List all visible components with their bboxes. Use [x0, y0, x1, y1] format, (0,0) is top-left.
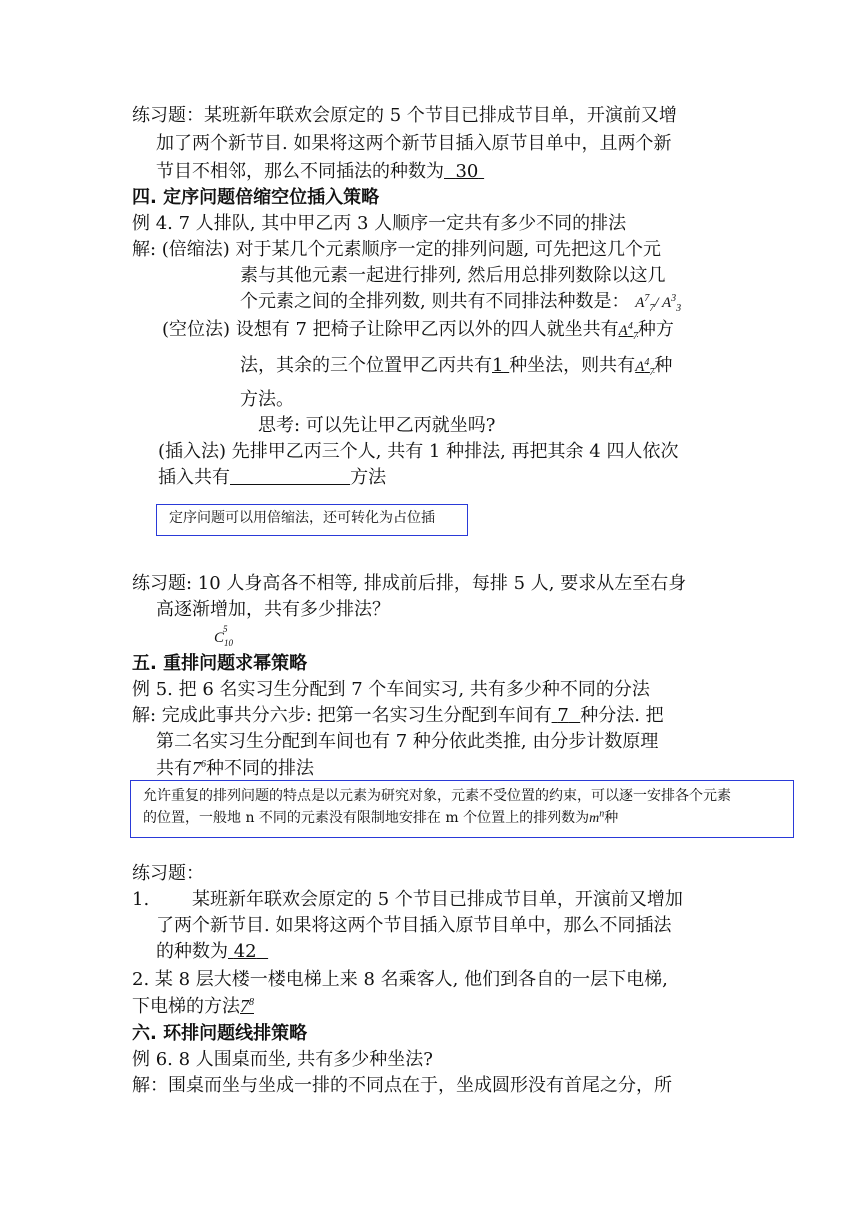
- heading-4: 四. 定序问题倍缩空位插入策略: [132, 187, 380, 208]
- solution-4-line-3: [240, 290, 681, 315]
- solution-5-text: 解: 完成此事共分六步: 把第一名实习生分配到车间有: [132, 705, 552, 726]
- formula-7-pow-8: $7^8$: [240, 996, 254, 1016]
- practice-1-line-3: [156, 160, 484, 184]
- question-1-answer: [228, 941, 268, 962]
- note-box-1-text: 定序问题可以用倍缩法，还可转化为占位插: [169, 510, 435, 526]
- solution-5-answer: [552, 705, 581, 726]
- empty-seat-text-2: 法，其余的三个位置甲乙丙共有: [240, 355, 492, 376]
- heading-6: 六. 环排问题线排策略: [132, 1023, 308, 1044]
- question-2-text: 下电梯的方法: [132, 996, 240, 1017]
- question-2-line-2: [132, 994, 254, 1019]
- note-box-2-line-2-end: 种: [604, 810, 619, 826]
- solution-4-line-1: 解: (倍缩法) 对于某几个元素顺序一定的排列问题, 可先把这几个元: [132, 239, 661, 260]
- practice-1-line-2: 加了两个新节目. 如果将这两个新节目插入原节目单中，且两个新: [156, 133, 672, 154]
- solution-6-line-1: 解：围桌而坐与坐成一排的不同点在于，坐成圆形没有首尾之分，所: [132, 1075, 672, 1096]
- formula-a4-7: $A^4_7$: [618, 321, 638, 342]
- practice-1-answer: [444, 161, 484, 182]
- example-4: 例 4. 7 人排队, 其中甲乙丙 3 人顺序一定共有多少不同的排法: [132, 213, 627, 234]
- note-box-2-line-2: [143, 807, 781, 830]
- question-1-line-1: 某班新年联欢会原定的 5 个节目已排成节目单，开演前又增加: [192, 889, 683, 910]
- formula-c10-5: $C_{10}^5$: [214, 624, 234, 648]
- formula-a7-7-over-a3-3: $A^7_7/$ $A^3_3$: [635, 293, 682, 314]
- insertion-end: 方法: [350, 467, 387, 488]
- question-1-line-3: [156, 940, 268, 964]
- solution-5-line-1: [132, 704, 664, 728]
- practice-1-answer-value: 30: [455, 161, 479, 182]
- solution-5-line-3-end: 种不同的排法: [206, 758, 314, 779]
- solution-4-line-2: 素与其他元素一起进行排列, 然后用总排列数除以这几: [240, 265, 666, 286]
- solution-5-end: 种分法. 把: [580, 705, 664, 726]
- insertion-line-1: (插入法) 先排甲乙丙三个人, 共有 1 种排法, 再把其余 4 四人依次: [158, 441, 679, 462]
- insertion-text: 插入共有: [158, 467, 230, 488]
- solution-5-line-3: [156, 756, 314, 781]
- formula-a4-7-b: $A^4_7$: [635, 357, 655, 378]
- note-box-2: [130, 780, 794, 838]
- empty-seat-end: 种方: [637, 319, 674, 340]
- solution-4-empty-seat-line-1: [162, 318, 674, 343]
- question-1-line-2: 了两个新节目. 如果将这两个节目插入原节目单中，那么不同插法: [156, 915, 672, 936]
- formula-m-pow-n: $m^n$: [589, 808, 605, 826]
- empty-seat-text: (空位法) 设想有 7 把椅子让除甲乙丙以外的四人就坐共有: [162, 319, 619, 340]
- practice-1-line-1: 练习题：某班新年联欢会原定的 5 个节目已排成节目单，开演前又增: [132, 105, 677, 126]
- solution-4-empty-seat-line-2: [240, 354, 672, 379]
- practice-1-text: 节目不相邻，那么不同插法的种数为: [156, 161, 444, 182]
- question-1-number: 1.: [132, 889, 150, 910]
- practice-2-line-1: 练习题: 10 人身高各不相等, 排成前后排，每排 5 人, 要求从左至右身: [132, 573, 687, 594]
- insertion-line-2: [158, 466, 386, 490]
- solution-5-line-2: 第二名实习生分配到车间也有 7 种分依此类推, 由分步计数原理: [156, 731, 659, 752]
- think-question: 思考: 可以先让甲乙丙就坐吗?: [258, 415, 496, 436]
- practice-2-line-2: 高逐渐增加，共有多少排法？: [156, 599, 390, 620]
- empty-seat-mid: 种坐法，则共有: [509, 355, 636, 376]
- example-6: 例 6. 8 人围桌而坐, 共有多少种坐法?: [132, 1049, 433, 1070]
- empty-seat-end-2: 种: [654, 355, 673, 376]
- empty-seat-answer: [492, 355, 509, 376]
- insertion-blank: [230, 467, 350, 488]
- question-2-line-1: 2. 某 8 层大楼一楼电梯上来 8 名乘客人, 他们到各自的一层下电梯,: [132, 969, 668, 990]
- note-box-1: [156, 504, 468, 536]
- heading-5: 五. 重排问题求幂策略: [132, 653, 308, 674]
- note-box-2-line-1: 允许重复的排列问题的特点是以元素为研究对象，元素不受位置的约束，可以逐一安排各个元素: [143, 788, 731, 804]
- note-box-2-line-2-text: 的位置，一般地 n 不同的元素没有限制地安排在 m 个位置上的排列数为: [143, 810, 590, 826]
- solution-5-line-3-pre: 共有: [156, 758, 192, 779]
- empty-seat-answer-value: 1: [492, 355, 504, 376]
- question-1-text: 的种数为: [156, 941, 228, 962]
- solution-5-answer-value: 7: [557, 705, 569, 726]
- solution-4-line-3-text: 个元素之间的全排列数, 则共有不同排法种数是：: [240, 291, 630, 312]
- formula-7-pow-6: $7^6$: [192, 758, 206, 778]
- question-1-answer-value: 42: [233, 941, 257, 962]
- solution-4-empty-seat-line-3: 方法。: [240, 389, 294, 410]
- example-5: 例 5. 把 6 名实习生分配到 7 个车间实习, 共有多少种不同的分法: [132, 679, 650, 700]
- practice-3-heading: 练习题：: [132, 863, 204, 884]
